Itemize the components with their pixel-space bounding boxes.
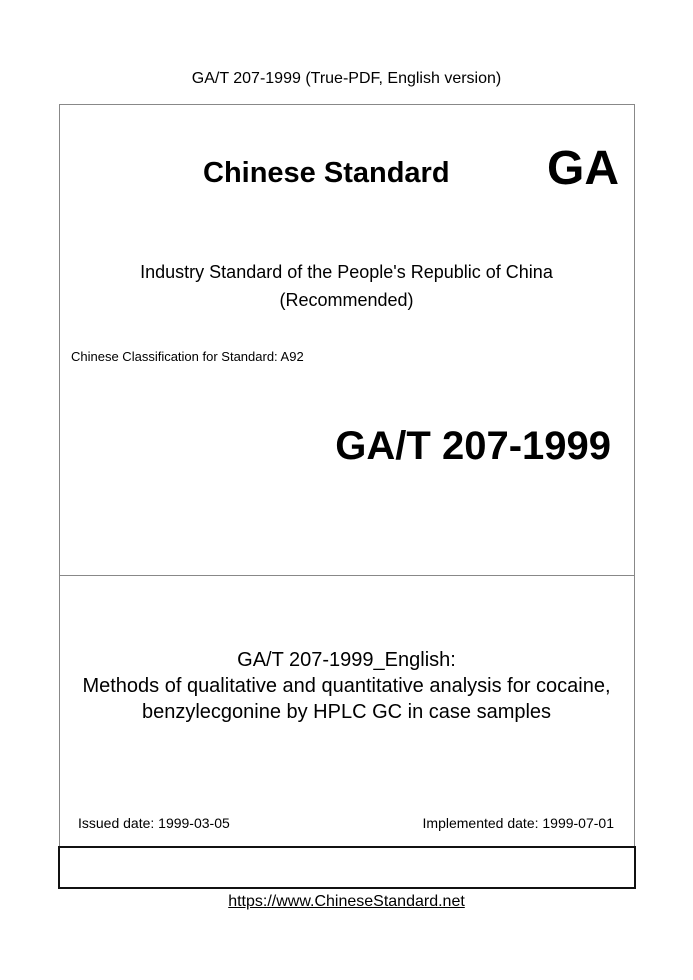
footer-link[interactable]: https://www.ChineseStandard.net bbox=[228, 893, 465, 910]
cover-frame bbox=[59, 104, 635, 847]
title-line-2: Methods of qualitative and quantitative analysis for cocaine, bbox=[82, 675, 611, 697]
title-line-3: benzylecgonine by HPLC GC in case samples bbox=[141, 701, 552, 723]
implemented-date: Implemented date: 1999-07-01 bbox=[422, 815, 614, 831]
chinese-standard-heading: Chinese Standard bbox=[203, 157, 450, 189]
classification: Chinese Classification for Standard: A92 bbox=[71, 349, 304, 364]
issued-date: Issued date: 1999-03-05 bbox=[78, 815, 230, 831]
standard-title bbox=[59, 647, 634, 725]
industry-line-2: (Recommended) bbox=[279, 290, 414, 310]
industry-line-1: Industry Standard of the People's Republic of China bbox=[140, 262, 553, 282]
bottom-box bbox=[58, 846, 636, 889]
ga-mark: GA bbox=[547, 142, 619, 195]
industry-standard bbox=[59, 258, 634, 314]
title-line-1: GA/T 207-1999_English: bbox=[237, 649, 456, 671]
divider bbox=[59, 575, 634, 576]
page-header: GA/T 207-1999 (True-PDF, English version) bbox=[191, 70, 502, 87]
standard-code: GA/T 207-1999 bbox=[335, 424, 611, 468]
